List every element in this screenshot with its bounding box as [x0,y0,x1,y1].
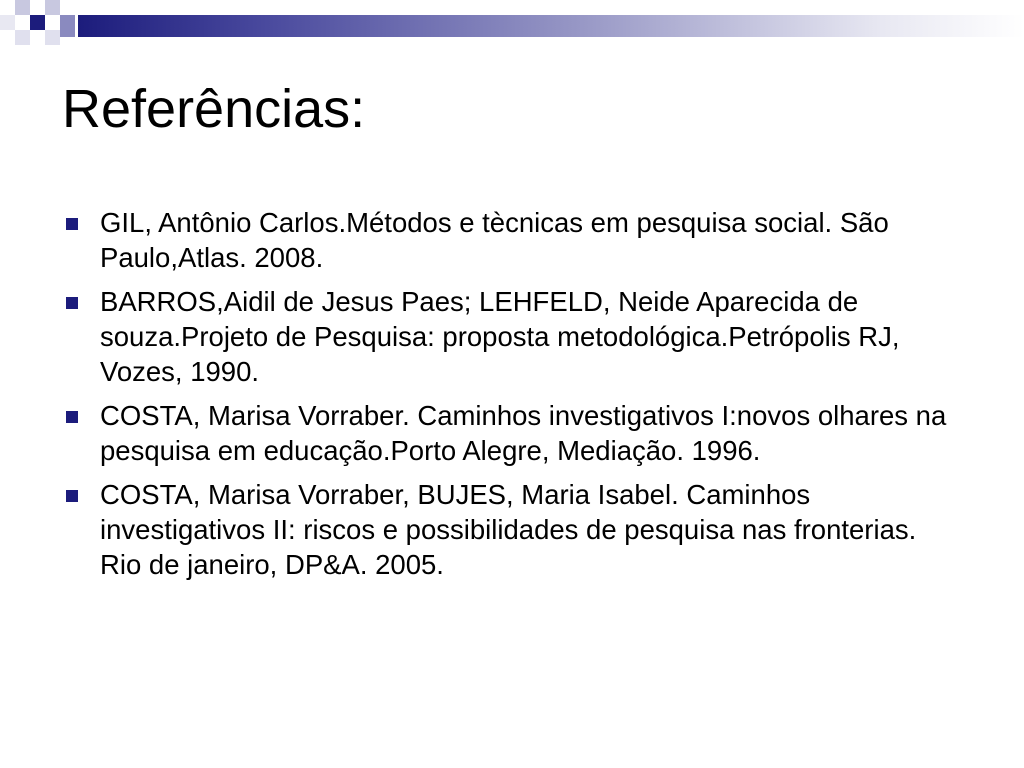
reference-item [62,477,962,582]
decorative-square [60,15,75,37]
decorative-square [15,30,30,45]
square-bullet-icon [66,490,78,502]
decorative-square [45,30,60,45]
decorative-square [15,0,30,15]
reference-text: BARROS,Aidil de Jesus Paes; LEHFELD, Neide Aparecida de souza.Projeto de Pesquisa: proposta metodológica.Petrópolis RJ, Vozes, 1990. [100,286,900,387]
square-bullet-icon [66,297,78,309]
decorative-square [0,15,15,30]
reference-text: GIL, Antônio Carlos.Métodos e tècnicas em pesquisa social. São Paulo,Atlas. 2008. [100,207,889,273]
header-gradient-bar [78,15,1024,37]
reference-text: COSTA, Marisa Vorraber, BUJES, Maria Isabel. Caminhos investigativos II: riscos e possibilidades de pesquisa nas fronterias. Rio de janeiro, DP&A. 2005. [100,479,917,580]
decorative-square [30,15,45,30]
square-bullet-icon [66,411,78,423]
slide-title: Referências: [62,79,366,139]
square-bullet-icon [66,218,78,230]
reference-item [62,398,962,468]
reference-text: COSTA, Marisa Vorraber. Caminhos investigativos I:novos olhares na pesquisa em educação.Porto Alegre, Mediação. 1996. [100,400,947,466]
decorative-square [45,0,60,15]
reference-list [62,205,962,591]
reference-item [62,205,962,275]
reference-item [62,284,962,389]
